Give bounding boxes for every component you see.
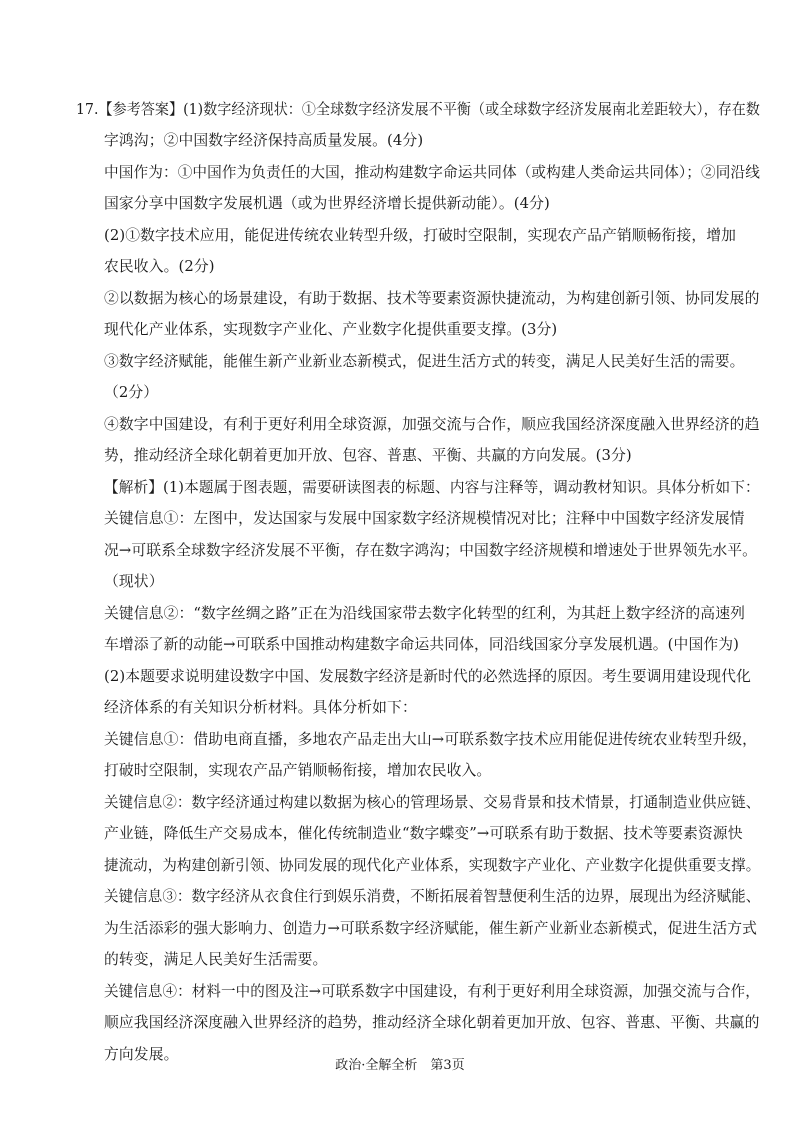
text-line: 顺应我国经济深度融入世界经济的趋势，推动经济全球化朝着更加开放、包容、普惠、平衡、共赢的	[104, 1014, 760, 1031]
text-line: （现状）	[104, 573, 164, 590]
text-line: 关键信息②：数字经济通过构建以数据为核心的管理场景、交易背景和技术情景，打通制造业供应链、	[104, 794, 761, 811]
text-line: 关键信息④：材料一中的图及注→可联系数字中国建设，有利于更好利用全球资源，加强交流与合作，	[104, 983, 760, 1000]
text-line: 国家分享中国数字发展机遇（或为世界经济增长提供新动能）。(4分)	[104, 195, 550, 212]
text-line: 中国作为：①中国作为负责任的大国，推动构建数字命运共同体（或构建人类命运共同体）；②同沿线	[104, 164, 760, 181]
text-line: 产业链，降低生产交易成本，催化传统制造业“数字蝶变”→可联系有助于数据、技术等要素资源快	[104, 825, 743, 842]
text-line: 字鸿沟；②中国数字经济保持高质量发展。(4分)	[104, 132, 424, 149]
text-line: (2)本题要求说明建设数字中国、发展数字经济是新时代的必然选择的原因。考生要调用建设现代化	[104, 668, 751, 685]
text-line: 打破时空限制，实现农产品产销顺畅衔接，增加农民收入。	[104, 762, 492, 779]
text-line: 车增添了新的动能→可联系中国推动构建数字命运共同体，同沿线国家分享发展机遇。(中国作为)	[104, 636, 740, 653]
text-line: 捷流动，为构建创新引领、协同发展的现代化产业体系，实现数字产业化、产业数字化提供重要支撑。	[104, 857, 761, 874]
text-line: 【解析】(1)本题属于图表题，需要研读图表的标题、内容与注释等，调动教材知识。具体分析如下：	[104, 479, 760, 496]
text-line: (2)①数字技术应用，能促进传统农业转型升级，打破时空限制，实现农产品产销顺畅衔接，增加	[104, 227, 737, 244]
text-line: 关键信息①：左图中，发达国家与发展中国家数字经济规模情况对比；注释中中国数字经济发展情	[104, 510, 745, 527]
text-line: 势，推动经济全球化朝着更加开放、包容、普惠、平衡、共赢的方向发展。(3分)	[104, 447, 632, 464]
text-line: （2分）	[104, 384, 159, 401]
text-line: ③数字经济赋能，能催生新产业新业态新模式，促进生活方式的转变，满足人民美好生活的需要。	[104, 353, 745, 370]
text-line: 的转变，满足人民美好生活需要。	[104, 951, 328, 968]
text-line: 现代化产业体系，实现数字产业化、产业数字化提供重要支撑。(3分)	[104, 321, 558, 338]
text-line: 关键信息①：借助电商直播，多地农产品走出大山→可联系数字技术应用能促进传统农业转型升级，	[104, 731, 758, 748]
text-line: 方向发展。	[104, 1046, 179, 1063]
text-line: 关键信息③：数字经济从衣食住行到娱乐消费，不断拓展着智慧便利生活的边界，展现出为经济赋能、	[104, 888, 761, 905]
text-line: 农民收入。(2分)	[104, 258, 215, 275]
text-line: 17.【参考答案】(1)数字经济现状：①全球数字经济发展不平衡（或全球数字经济发展南北差距较大），存在数	[76, 101, 760, 118]
text-line: 况→可联系全球数字经济发展不平衡，存在数字鸿沟；中国数字经济规模和增速处于世界领先水平。	[104, 542, 758, 559]
text-line: ②以数据为核心的场景建设，有助于数据、技术等要素资源快捷流动，为构建创新引领、协同发展的	[104, 290, 760, 307]
text-line: 经济体系的有关知识分析材料。具体分析如下：	[104, 699, 417, 716]
page-footer: 政治·全解全析 第3页	[335, 1058, 465, 1073]
text-line: ④数字中国建设，有利于更好利用全球资源，加强交流与合作，顺应我国经济深度融入世界经济的趋	[104, 416, 760, 433]
text-line: 为生活添彩的强大影响力、创造力→可联系数字经济赋能，催生新产业新业态新模式，促进生活方式	[104, 920, 758, 937]
text-line: 关键信息②：“数字丝绸之路”正在为沿线国家带去数字化转型的红利，为其赶上数字经济的高速列	[104, 605, 746, 622]
